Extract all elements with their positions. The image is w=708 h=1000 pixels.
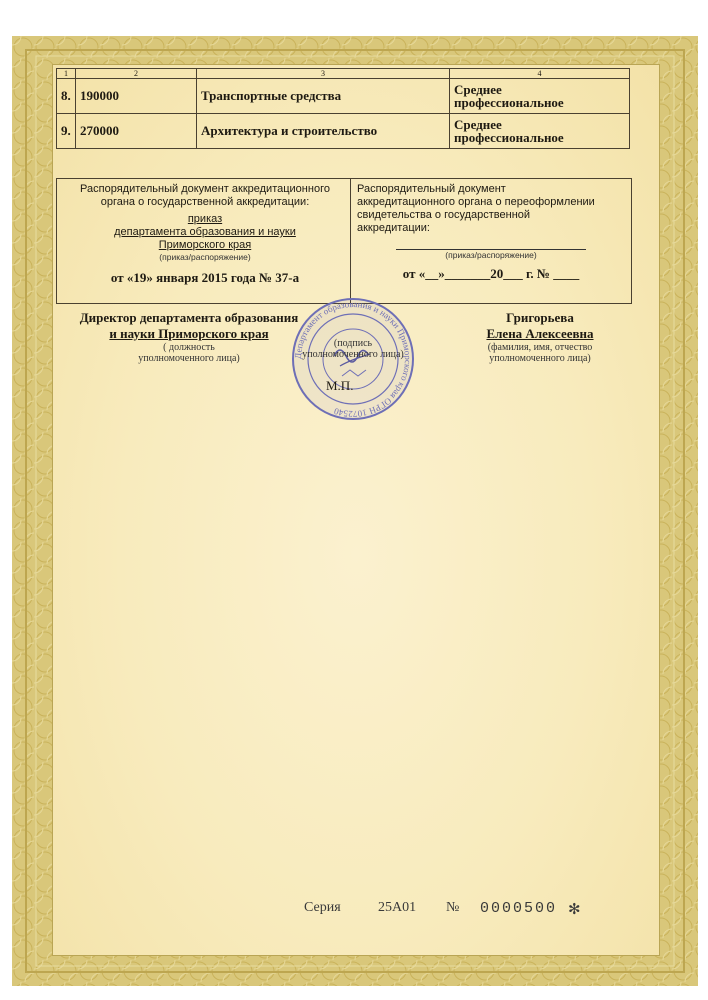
name-caption: уполномоченного лица): [489, 353, 591, 364]
specialties-table: [56, 68, 630, 149]
stamp-text: Департамент образования и науки Приморского края ОГРН 1072540: [292, 298, 414, 420]
education-level: [450, 114, 630, 149]
org-line: департамента образования и науки: [114, 226, 296, 238]
specialty-name: Транспортные средства: [197, 79, 450, 114]
intro-line: аккредитационного органа о переоформлении: [357, 196, 595, 208]
doc-caption: (приказ/распоряжение): [159, 252, 251, 262]
table-row: [57, 79, 630, 114]
specialty-code: 190000: [76, 79, 197, 114]
row-number: 9.: [57, 114, 76, 149]
seal-place: М.П.: [326, 378, 354, 393]
doc-caption: (приказ/распоряжение): [445, 250, 537, 260]
specialty-code: 270000: [76, 114, 197, 149]
header-cell: 3: [197, 69, 450, 79]
position-caption: уполномоченного лица): [138, 353, 240, 364]
level-line: Среднее: [454, 117, 502, 132]
order-date: от «19» января 2015 года № 37-а: [110, 270, 300, 285]
position-block: [64, 310, 314, 364]
reissue-order-box: [350, 178, 632, 304]
intro-line: Распорядительный документ аккредитационного: [80, 183, 330, 195]
name-block: [450, 310, 630, 364]
name-caption: (фамилия, имя, отчество: [487, 342, 593, 353]
accreditation-order-box: [56, 178, 351, 304]
table-header-row: [57, 69, 630, 79]
series-mark: ✻: [568, 902, 581, 918]
name-line: Григорьева: [506, 310, 574, 325]
signature-caption-line: уполномоченного лица): [302, 349, 404, 360]
table-row: [57, 114, 630, 149]
level-line: профессиональное: [454, 95, 564, 110]
header-cell: 1: [57, 69, 76, 79]
header-cell: 4: [450, 69, 630, 79]
org-line: Приморского края: [158, 239, 252, 251]
education-level: [450, 79, 630, 114]
specialty-name: Архитектура и строительство: [197, 114, 450, 149]
intro-line: аккредитации:: [357, 222, 430, 234]
intro-line: свидетельства о государственной: [357, 209, 531, 221]
intro-line: Распорядительный документ: [357, 183, 506, 195]
header-cell: 2: [76, 69, 197, 79]
doc-type: приказ: [187, 213, 223, 225]
intro-line: органа о государственной аккредитации:: [100, 196, 310, 208]
position-line: Директор департамента образования: [79, 310, 299, 325]
signature-caption: [290, 338, 416, 360]
series-value: 25А01: [378, 900, 417, 915]
position-caption: ( должность: [163, 342, 215, 353]
level-line: профессиональное: [454, 130, 564, 145]
series-label: Серия: [304, 900, 341, 915]
position-line: и науки Приморского края: [109, 326, 269, 341]
name-line: Елена Алексеевна: [486, 326, 594, 341]
row-number: 8.: [57, 79, 76, 114]
reissue-date: от «__»_______20___ г. № ____: [402, 266, 580, 281]
number-value: 0000500: [480, 900, 558, 917]
number-label: №: [446, 900, 460, 915]
level-line: Среднее: [454, 82, 502, 97]
signature-caption-line: (подпись: [333, 338, 373, 349]
